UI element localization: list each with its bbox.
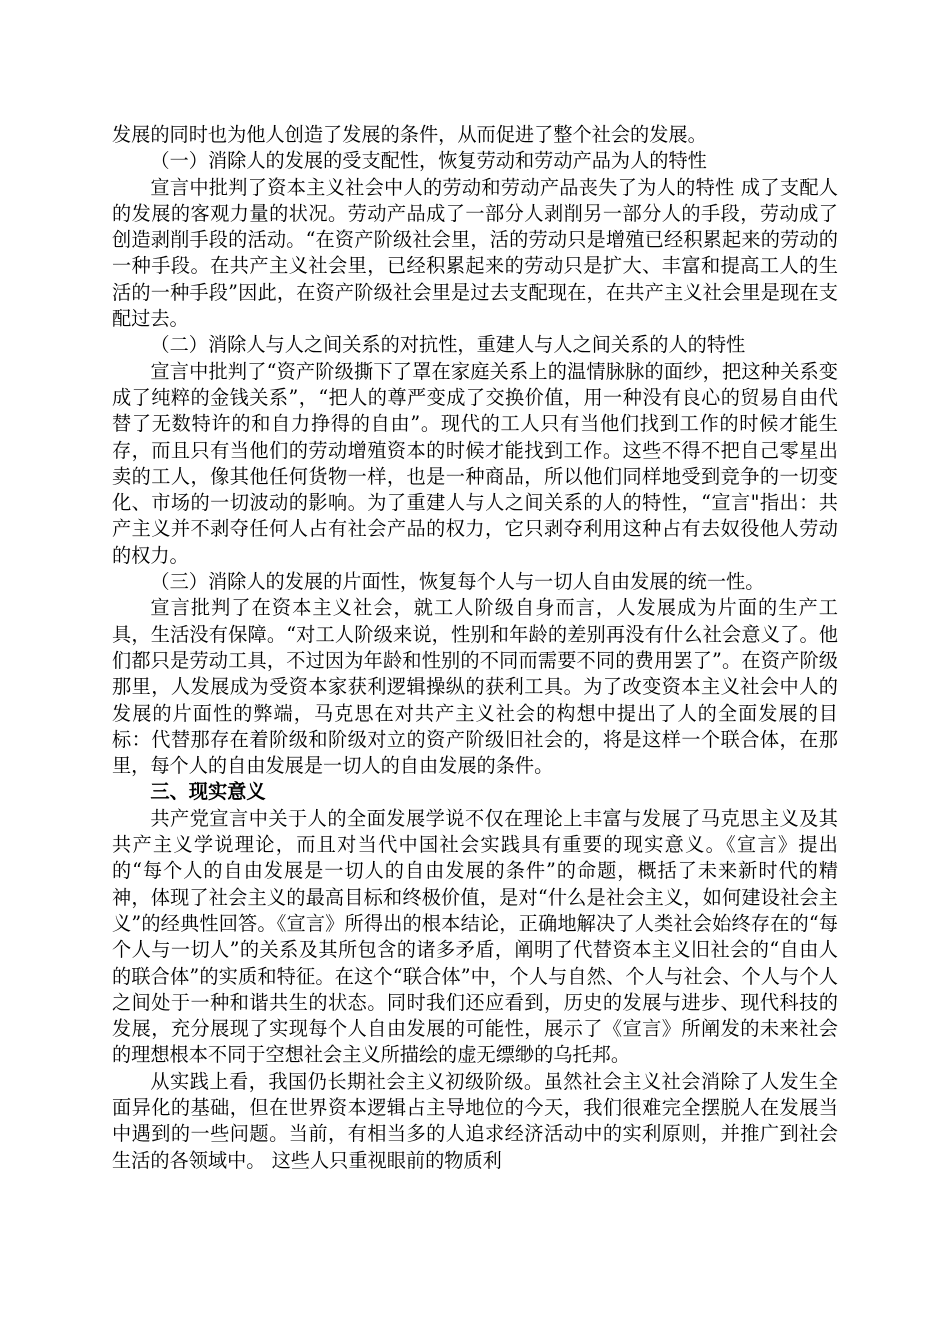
paragraph-relations: 宣言中批判了“资产阶级撕下了罩在家庭关系上的温情脉脉的面纱，把这种关系变成了纯粹的金钱关系”，“把人的尊严变成了交换价值，用一种没有良心的贸易自由代替了无数特许的和自力挣得的自由”。现代的工人只有当他们找到工作的时候才能生存，而且只有当他们的劳动增殖资本的时候才能找到工作。这些不得不把自己零星出卖的工人，像其他任何货物一样，也是一种商品，所以他们同样地受到竞争的一切变化、市场的一切波动的影响。为了重建人与人之间关系的人的特性，“宣言"指出：共产主义并不剥夺任何人占有社会产品的权力，它只剥夺利用这种占有去奴役他人劳动的权力。: [112, 359, 838, 567]
subheading-two: （二）消除人与人之间关系的对抗性，重建人与人之间关系的人的特性: [150, 333, 746, 357]
paragraph-continuation: 发展的同时也为他人创造了发展的条件，从而促进了整个社会的发展。: [112, 123, 707, 146]
paragraph-significance: 共产党宣言中关于人的全面发展学说不仅在理论上丰富与发展了马克思主义及其共产主义学说理论，而且对当代中国社会实践具有重要的现实意义。《宣言》提出的“每个人的自由发展是一切人的自由发展的条件”的命题，概括了未来新时代的精神，体现了社会主义的最高目标和终极价值，是对“什么是社会主义，如何建设社会主义”的经典性回答。《宣言》所得出的根本结论，正确地解决了人类社会始终存在的“每个人与一切人”的关系及其所包含的诸多矛盾，阐明了代替资本主义旧社会的“自由人的联合体”的实质和特征。在这个“联合体”中，个人与自然、个人与社会、个人与个人之间处于一种和谐共生的状态。同时我们还应看到，历史的发展与进步、现代科技的发展，充分展现了实现每个人自由发展的可能性，展示了《宣言》所阐发的未来社会的理想根本不同于空想社会主义所描绘的虚无缥缈的乌托邦。: [112, 806, 838, 1067]
document-page: [112, 122, 838, 1174]
subheading-three: （三）消除人的发展的片面性，恢复每个人与一切人自由发展的统一性。: [150, 570, 765, 594]
paragraph-practice: 从实践上看，我国仍长期社会主义初级阶级。虽然社会主义社会消除了人发生全面异化的基础，但在世界资本逻辑占主导地位的今天，我们很难完全摆脱人在发展当中遇到的一些问题。当前，有相当多的人追求经济活动中的实利原则，并推广到社会生活的各领域中。 这些人只重视眼前的物质利: [112, 1069, 838, 1172]
paragraph-onesidedness: 宣言批判了在资本主义社会，就工人阶级自身而言，人发展成为片面的生产工具，生活没有保障。“对工人阶级来说，性别和年龄的差别再没有什么社会意义了。他们都只是劳动工具，不过因为年龄和性别的不同而需要不同的费用罢了”。在资产阶级那里，人发展成为受资本家获利逻辑操纵的获利工具。为了改变资本主义社会中人的发展的片面性的弊端，马克思在对共产主义社会的构想中提出了人的全面发展的目标：代替那存在着阶级和阶级对立的资产阶级旧社会的，将是这样一个联合体，在那里，每个人的自由发展是一切人的自由发展的条件。: [112, 596, 838, 778]
paragraph-labor: 宣言中批判了资本主义社会中人的劳动和劳动产品丧失了为人的特性 成了支配人的发展的客观力量的状况。劳动产品成了一部分人剥削另一部分人的手段，劳动成了创造剥削手段的活动。“在资产阶级社会里，活的劳动只是增殖已经积累起来的劳动的一种手段。在共产主义社会里，已经积累起来的劳动只是扩大、丰富和提高工人的生活的一种手段”因此，在资产阶级社会里是过去支配现在，在共产主义社会里是现在支配过去。: [112, 175, 838, 331]
subheading-one: （一）消除人的发展的受支配性，恢复劳动和劳动产品为人的特性: [150, 149, 707, 173]
section-heading-practical-significance: 三、现实意义: [150, 780, 266, 804]
